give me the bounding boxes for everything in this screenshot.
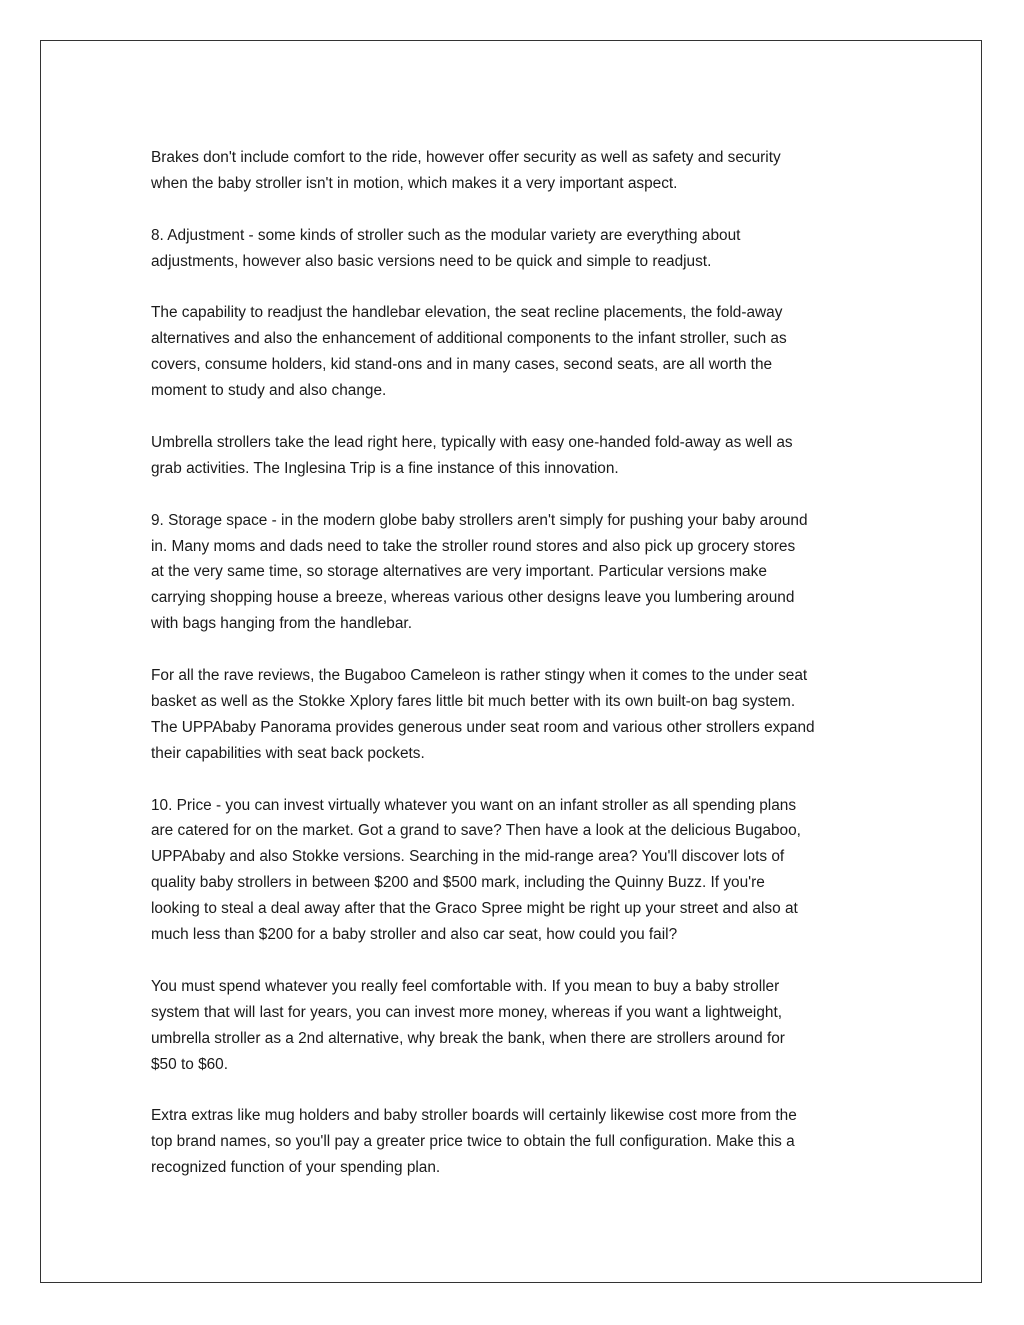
text-line: their capabilities with seat back pockets. — [151, 744, 425, 762]
paragraph-umbrella-strollers — [151, 430, 881, 482]
paragraph-readjust-capability — [151, 300, 881, 404]
text-line: Umbrella strollers take the lead right here, typically with easy one-handed fold-away as well as — [151, 433, 793, 451]
text-line: quality baby strollers in between $200 and $500 mark, including the Quinny Buzz. If you're — [151, 874, 765, 892]
text-line: in. Many moms and dads need to take the stroller round stores and also pick up grocery stores — [151, 537, 796, 555]
paragraph-storage-space — [151, 508, 881, 638]
text-line: moment to study and also change. — [151, 382, 387, 400]
text-line: You must spend whatever you really feel comfortable with. If you mean to buy a baby stroller — [151, 977, 780, 995]
text-line: system that will last for years, you can invest more money, whereas if you want a lightweight, — [151, 1003, 783, 1021]
text-line: covers, consume holders, kid stand-ons and in many cases, second seats, are all worth the — [151, 356, 773, 374]
paragraph-adjustment — [151, 223, 881, 275]
paragraph-brakes — [151, 145, 881, 197]
paragraph-rave-reviews — [151, 663, 881, 767]
text-line: For all the rave reviews, the Bugaboo Cameleon is rather stingy when it comes to the under seat — [151, 667, 808, 685]
text-line: looking to steal a deal away after that the Graco Spree might be right up your street and also at — [151, 900, 798, 918]
text-line: umbrella stroller as a 2nd alternative, why break the bank, when there are strollers around for — [151, 1029, 785, 1047]
text-line: Brakes don't include comfort to the ride, however offer security as well as safety and security — [151, 149, 781, 166]
text-line: 10. Price - you can invest virtually whatever you want on an infant stroller as all spending plans — [151, 796, 797, 814]
text-line: basket as well as the Stokke Xplory fares little bit much better with its own built-on bag system. — [151, 692, 796, 710]
text-line: 8. Adjustment - some kinds of stroller such as the modular variety are everything about — [151, 226, 741, 244]
text-line: at the very same time, so storage alternatives are very important. Particular versions make — [151, 563, 767, 581]
text-line: much less than $200 for a baby stroller and also car seat, how could you fail? — [151, 926, 678, 944]
paragraph-spend-comfortable — [151, 974, 881, 1078]
text-line: carrying shopping house a breeze, whereas various other designs leave you lumbering around — [151, 589, 795, 607]
text-line: recognized function of your spending plan. — [151, 1159, 441, 1177]
text-line: 9. Storage space - in the modern globe baby strollers aren't simply for pushing your baby around — [151, 511, 808, 529]
text-line: Extra extras like mug holders and baby stroller boards will certainly likewise cost more from the — [151, 1107, 797, 1125]
paragraph-price — [151, 793, 881, 948]
paragraph-extra-extras — [151, 1103, 881, 1181]
text-line: top brand names, so you'll pay a greater price twice to obtain the full configuration. Make this a — [151, 1133, 795, 1151]
text-line: The capability to readjust the handlebar elevation, the seat recline placements, the fold-away — [151, 304, 783, 322]
text-line: $50 to $60. — [151, 1055, 229, 1073]
text-line: alternatives and also the enhancement of additional components to the infant stroller, such as — [151, 330, 787, 348]
text-line: The UPPAbaby Panorama provides generous under seat room and various other strollers expand — [151, 718, 815, 736]
text-line: adjustments, however also basic versions need to be quick and simple to readjust. — [151, 252, 712, 270]
text-line: grab activities. The Inglesina Trip is a fine instance of this innovation. — [151, 459, 619, 477]
text-line: with bags hanging from the handlebar. — [151, 615, 412, 633]
text-line: are catered for on the market. Got a grand to save? Then have a look at the delicious Bugaboo, — [151, 822, 801, 840]
text-line: UPPAbaby and also Stokke versions. Searching in the mid-range area? You'll discover lots of — [151, 848, 785, 866]
document-body — [151, 145, 881, 1207]
text-line: when the baby stroller isn't in motion, which makes it a very important aspect. — [151, 174, 678, 192]
